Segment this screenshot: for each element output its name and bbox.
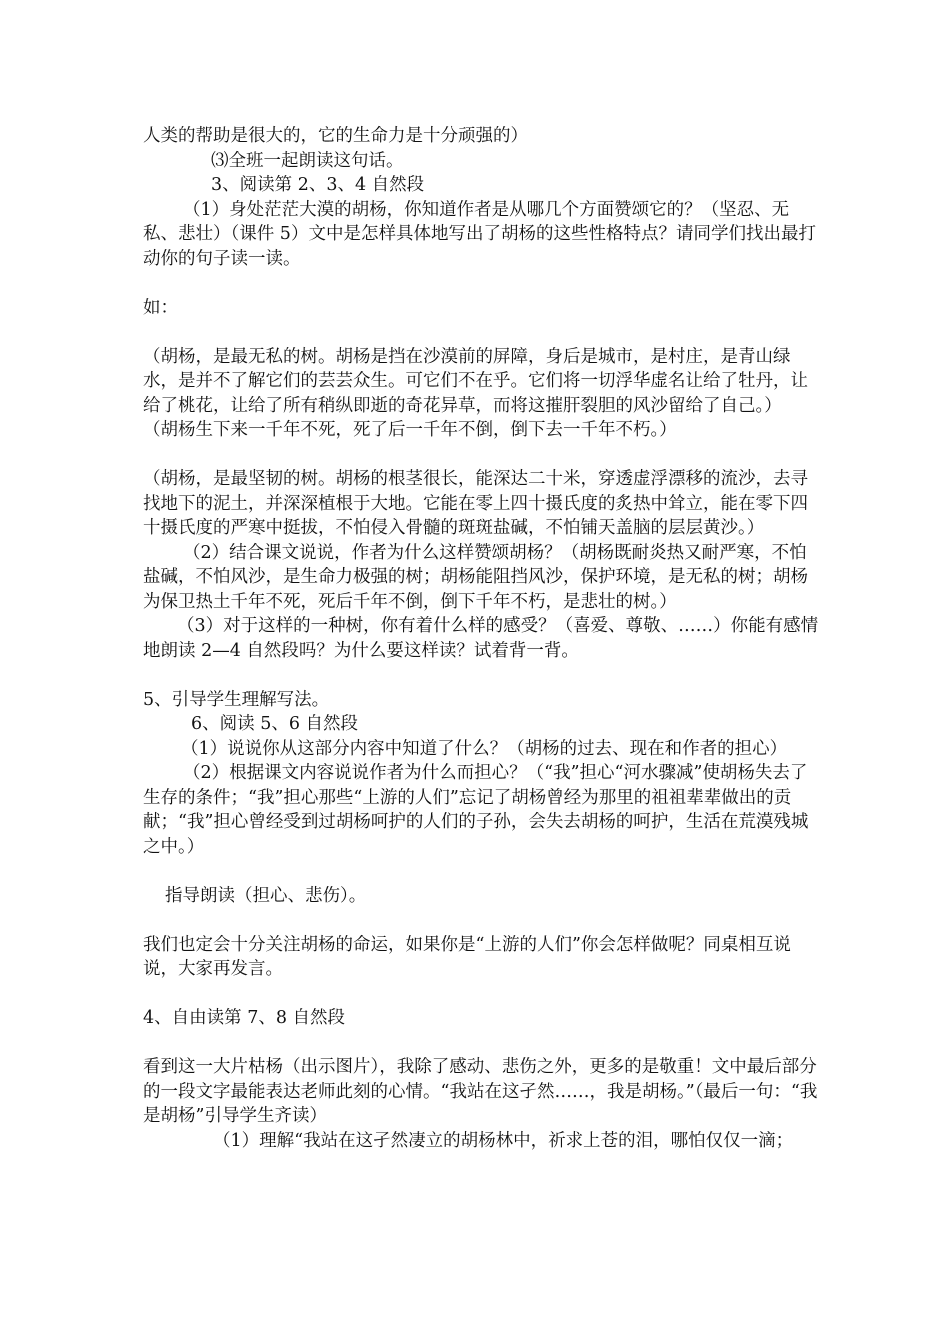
section-heading-4: 4、自由读第 7、8 自然段: [143, 1008, 346, 1028]
paragraph-question-3: （3）对于这样的一种树，你有着什么样的感受？（喜爱、尊敬、……）你能有感情地朗读 2—4 自然段吗？为什么要这样读？试着背一背。: [143, 616, 819, 661]
text-line-1: 人类的帮助是很大的，它的生命力是十分顽强的）: [143, 126, 528, 146]
blank-line: [143, 1031, 823, 1056]
blank-line: [143, 271, 823, 296]
text-guided-reading: 指导朗读（担心、悲伤）。: [165, 885, 367, 906]
section-heading-3: 3、阅读第 2、3、4 自然段: [211, 175, 425, 195]
document-page: [143, 124, 871, 1153]
text-example-label: 如：: [143, 297, 178, 318]
paragraph-question-6-2: （2）根据课文内容说说作者为什么而担心？（“我”担心“河水骤减”使胡杨失去了生存的条件；“我”担心那些“上游的人们”忘记了胡杨曾经为那里的祖祖辈辈做出的贡献；“我”担心曾经受到过胡杨呵护的人们的子孙，会失去胡杨的呵护，生活在荒漠残城之中。）: [143, 763, 809, 857]
paragraph-understanding-1: （1）理解“我站在这孑然凄立的胡杨林中，祈求上苍的泪，哪怕仅仅一滴；: [213, 1130, 794, 1151]
blank-line: [143, 908, 823, 933]
blank-line: [143, 859, 823, 884]
paragraph-question-1: （1）身处茫茫大漠的胡杨，你知道作者是从哪几个方面赞颂它的？（坚忍、无私、悲壮）（课件 5）文中是怎样具体地写出了胡杨的这些性格特点？请同学们找出最打动你的句子读一读。: [143, 199, 816, 269]
paragraph-respect: 看到这一大片枯杨（出示图片），我除了感动、悲伤之外，更多的是敬重！文中最后部分的一段文字最能表达老师此刻的心情。“我站在这孑然……，我是胡杨。”（最后一句：“我是胡杨”引导学生齐读）: [143, 1057, 818, 1126]
blank-line: [143, 320, 823, 345]
paragraph-quote-tenacious: （胡杨，是最坚韧的树。胡杨的根茎很长，能深达二十米，穿透虚浮漂移的流沙，去寻找地下的泥土，并深深植根于大地。它能在零上四十摄氏度的炙热中耸立，能在零下四十摄氏度的严寒中挺拔，不怕侵入骨髓的斑斑盐碱，不怕铺天盖脑的层层黄沙。）: [143, 469, 808, 538]
blank-line: [143, 663, 823, 688]
paragraph-discussion: 我们也定会十分关注胡杨的命运，如果你是“上游的人们”你会怎样做呢？同桌相互说说，大家再发言。: [143, 934, 791, 979]
blank-line: [143, 443, 823, 468]
section-heading-5: 5、引导学生理解写法。: [143, 689, 330, 710]
section-heading-6: 6、阅读 5、6 自然段: [191, 714, 359, 734]
blank-line: [143, 982, 823, 1007]
paragraph-quote-selfless: （胡杨，是最无私的树。胡杨是挡在沙漠前的屏障，身后是城市，是村庄，是青山绿水，是并不了解它们的芸芸众生。可它们不在乎。它们将一切浮华虚名让给了牡丹，让给了桃花，让给了所有稍纵即逝的奇花异草，而将这摧肝裂胆的风沙留给了自己。） （胡杨生下来一千年不死，死了后一千年不倒，倒下去一千年不朽。）: [143, 346, 871, 440]
paragraph-question-6-1: （1）说说你从这部分内容中知道了什么？（胡杨的过去、现在和作者的担心）: [181, 738, 788, 759]
text-line-2: ⑶全班一起朗读这句话。: [211, 150, 404, 171]
paragraph-question-2: （2）结合课文说说，作者为什么这样赞颂胡杨？（胡杨既耐炎热又耐严寒，不怕盐碱，不怕风沙，是生命力极强的树；胡杨能阻挡风沙，保护环境，是无私的树；胡杨为保卫热土千年不死，死后千年不倒，倒下千年不朽，是悲壮的树。）: [143, 542, 808, 612]
